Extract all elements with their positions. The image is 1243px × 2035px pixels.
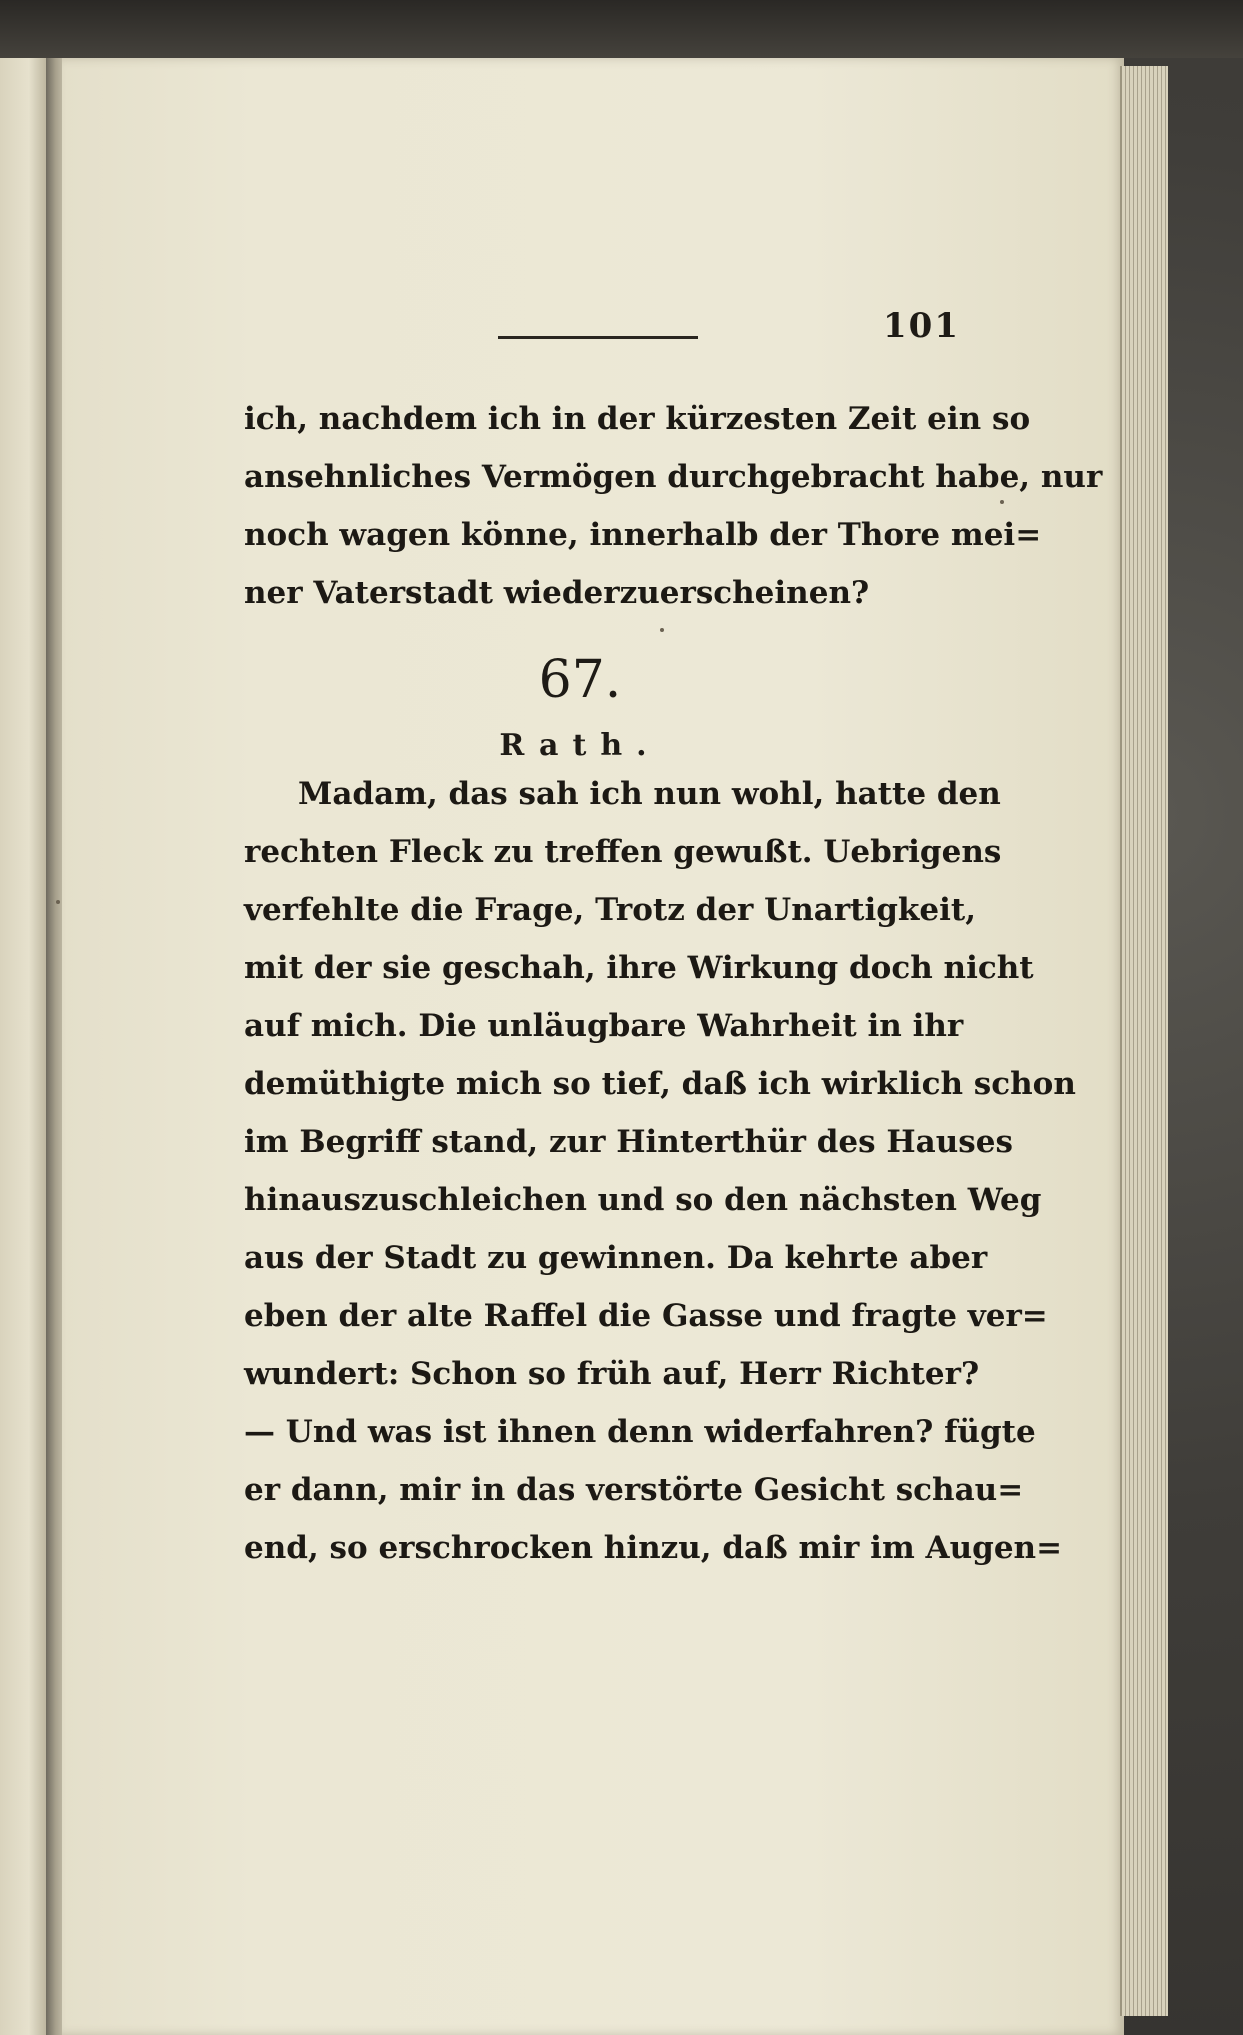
text-line: mit der sie geschah, ihre Wirkung doch nicht xyxy=(244,950,1034,986)
text-line: wundert: Schon so früh auf, Herr Richter? xyxy=(244,1356,980,1392)
text-line: im Begriff stand, zur Hinterthür des Hauses xyxy=(244,1124,1013,1160)
text-line: Madam, das sah ich nun wohl, hatte den xyxy=(298,776,1001,812)
text-line: hinauszuschleichen und so den nächsten Weg xyxy=(244,1182,1042,1218)
section-heading: Rath. xyxy=(499,728,661,763)
text-line: end, so erschrocken hinzu, daß mir im Augen= xyxy=(244,1530,1063,1566)
text-line: — Und was ist ihnen denn widerfahren? fügte xyxy=(244,1414,1036,1450)
section-body xyxy=(244,765,1076,1577)
text-line: aus der Stadt zu gewinnen. Da kehrte aber xyxy=(244,1240,988,1276)
text-line: rechten Fleck zu treffen gewußt. Uebrigens xyxy=(244,834,1002,870)
page-edges xyxy=(1120,66,1168,2016)
page-number: 101 xyxy=(883,306,960,346)
text-line: eben der alte Raffel die Gasse und fragte ver= xyxy=(244,1298,1048,1334)
text-line: noch wagen könne, innerhalb der Thore mei= xyxy=(244,517,1042,553)
section-number: 67. xyxy=(538,650,622,710)
paper-speck xyxy=(56,900,60,904)
paper-speck xyxy=(1000,500,1004,504)
text-line: ner Vaterstadt wiederzuerscheinen? xyxy=(244,575,870,611)
cover-top-edge xyxy=(0,0,1243,58)
text-line: verfehlte die Frage, Trotz der Unartigkeit, xyxy=(244,892,977,928)
text-line: ich, nachdem ich in der kürzesten Zeit ein so xyxy=(244,401,1031,437)
header-rule xyxy=(498,336,698,339)
text-line: auf mich. Die unläugbare Wahrheit in ihr xyxy=(244,1008,964,1044)
text-line: ansehnliches Vermögen durchgebracht habe, nur xyxy=(244,459,1103,495)
paper-speck xyxy=(660,628,664,632)
left-facing-page xyxy=(0,58,48,2035)
continued-paragraph xyxy=(244,390,1103,622)
text-line: er dann, mir in das verstörte Gesicht schau= xyxy=(244,1472,1024,1508)
text-line: demüthigte mich so tief, daß ich wirklich schon xyxy=(244,1066,1076,1102)
